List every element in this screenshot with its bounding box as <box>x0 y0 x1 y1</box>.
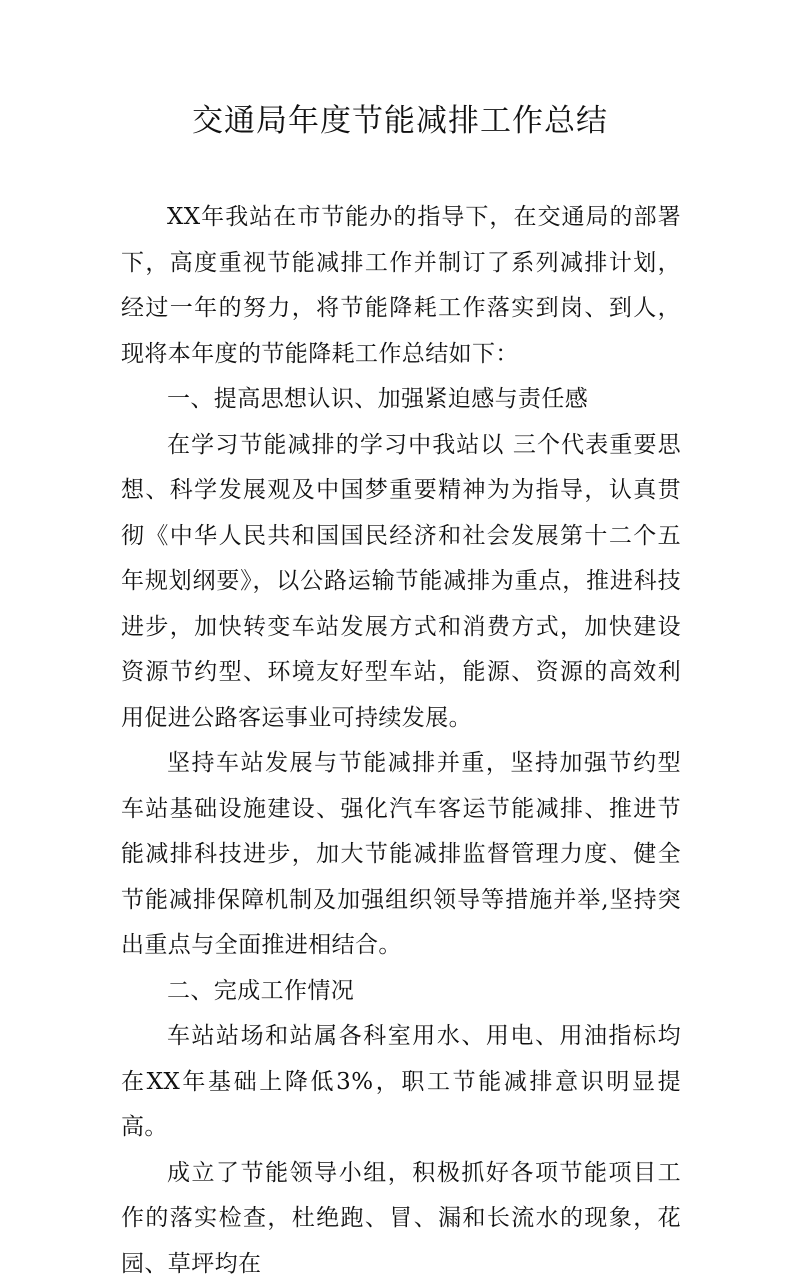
body-paragraph: 成立了节能领导小组，积极抓好各项节能项目工作的落实检查，杜绝跑、冒、漏和长流水的现象，花园、草坪均在 <box>121 1151 681 1287</box>
body-paragraph: 坚持车站发展与节能减排并重，坚持加强节约型车站基础设施建设、强化汽车客运节能减排、推进节能减排科技进步，加大节能减排监督管理力度、健全节能减排保障机制及加强组织领导等措施并举,坚持突出重点与全面推进相结合。 <box>121 741 681 969</box>
body-paragraph: 在学习节能减排的学习中我站以 三个代表重要思想、科学发展观及中国梦重要精神为为指导，认真贯彻《中华人民共和国国民经济和社会发展第十二个五年规划纲要》，以公路运输节能减排为重点，推进科技进步，加快转变车站发展方式和消费方式，加快建设资源节约型、环境友好型车站，能源、资源的高效利用促进公路客运事业可持续发展。 <box>121 423 681 742</box>
section-heading-1: 一、提高思想认识、加强紧迫感与责任感 <box>121 377 681 423</box>
body-paragraph: 车站站场和站属各科室用水、用电、用油指标均在XX年基础上降低3%，职工节能减排意识明显提高。 <box>121 1014 681 1151</box>
document-title: 交通局年度节能减排工作总结 <box>0 96 800 146</box>
document-body <box>121 195 681 1287</box>
section-heading-2: 二、完成工作情况 <box>121 969 681 1015</box>
intro-paragraph: XX年我站在市节能办的指导下，在交通局的部署下，高度重视节能减排工作并制订了系列减排计划，经过一年的努力，将节能降耗工作落实到岗、到人，现将本年度的节能降耗工作总结如下： <box>121 195 681 377</box>
